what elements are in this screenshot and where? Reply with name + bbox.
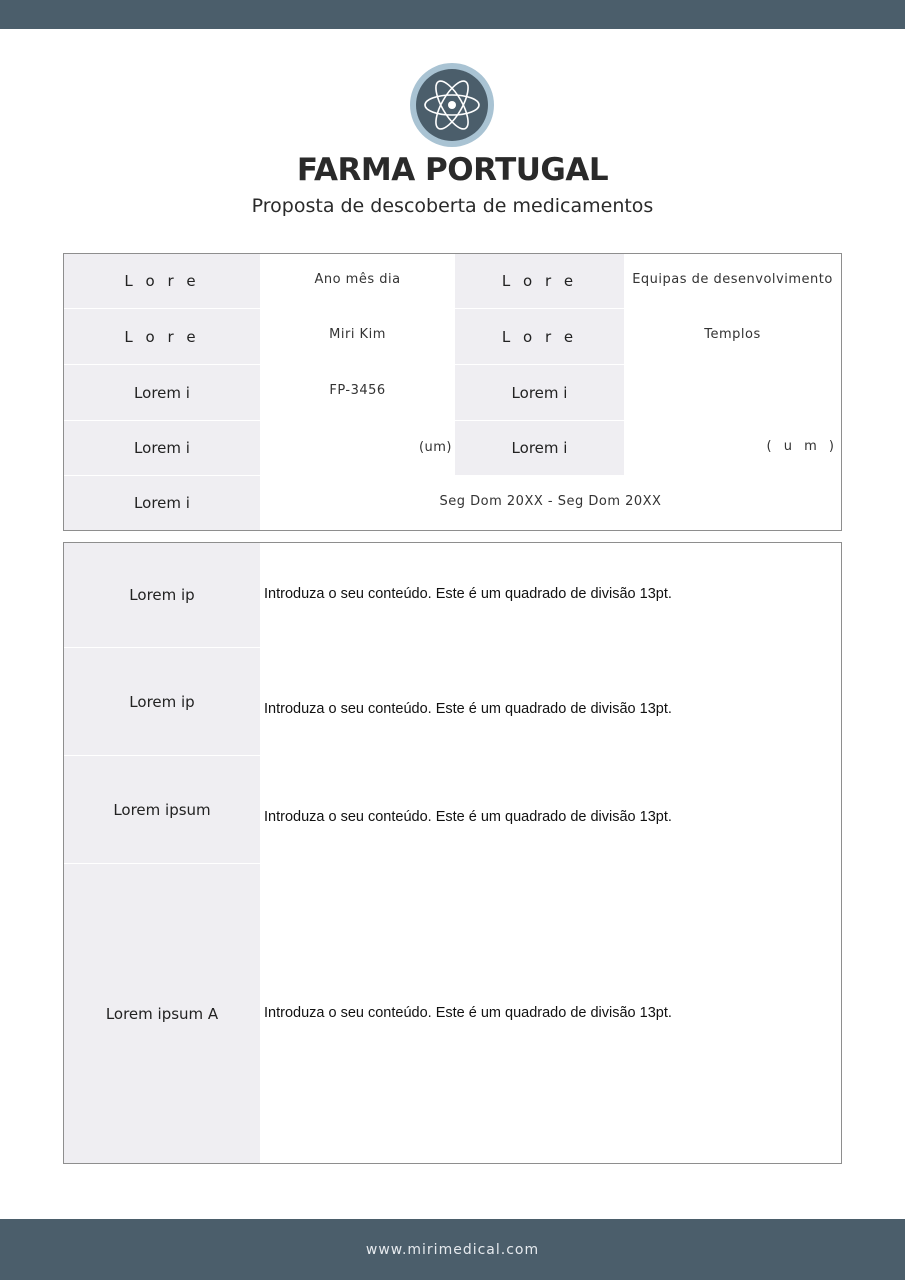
info-label: Lorem i <box>64 365 260 420</box>
logo <box>410 63 494 147</box>
row-divider <box>64 364 841 365</box>
content-text: Introduza o seu conteúdo. Este é um quadrado de divisão 13pt. <box>264 809 672 825</box>
row-divider <box>64 755 841 756</box>
info-label: L o r e <box>455 309 624 364</box>
content-text: Introduza o seu conteúdo. Este é um quadrado de divisão 13pt. <box>264 1005 672 1021</box>
info-label: Lorem i <box>455 365 624 420</box>
content-text: Introduza o seu conteúdo. Este é um quadrado de divisão 13pt. <box>264 701 672 717</box>
info-value: FP-3456 <box>329 383 386 398</box>
info-value: ( u m ) <box>766 439 838 454</box>
info-label: L o r e <box>64 254 260 308</box>
content-label: Lorem ip <box>64 648 260 755</box>
info-value: (um) <box>418 440 452 455</box>
page-title: FARMA PORTUGAL <box>296 152 609 188</box>
info-value: Equipas de desenvolvimento <box>632 272 833 287</box>
info-value: Ano mês dia <box>314 272 401 287</box>
content-text: Introduza o seu conteúdo. Este é um quadrado de divisão 13pt. <box>264 586 672 602</box>
footer <box>0 1219 905 1280</box>
row-divider <box>64 308 841 309</box>
info-value: Templos <box>704 327 761 342</box>
content-label: Lorem ipsum <box>64 756 260 863</box>
info-label: Lorem i <box>455 421 624 475</box>
top-bar <box>0 0 905 29</box>
info-label: Lorem i <box>64 421 260 475</box>
row-divider <box>64 475 841 476</box>
info-value: Seg Dom 20XX - Seg Dom 20XX <box>439 494 662 509</box>
info-label: Lorem i <box>64 476 260 530</box>
info-label: L o r e <box>455 254 624 308</box>
row-divider <box>64 420 841 421</box>
page-subtitle: Proposta de descoberta de medicamentos <box>251 195 654 217</box>
content-label: Lorem ip <box>64 543 260 647</box>
content-label: Lorem ipsum A <box>64 864 260 1163</box>
row-divider <box>64 863 841 864</box>
info-value <box>624 365 841 420</box>
info-value: Miri Kim <box>329 327 386 342</box>
row-divider <box>64 647 841 648</box>
footer-url[interactable]: www.mirimedical.com <box>365 1241 540 1258</box>
info-label: L o r e <box>64 309 260 364</box>
atom-icon <box>416 69 488 141</box>
